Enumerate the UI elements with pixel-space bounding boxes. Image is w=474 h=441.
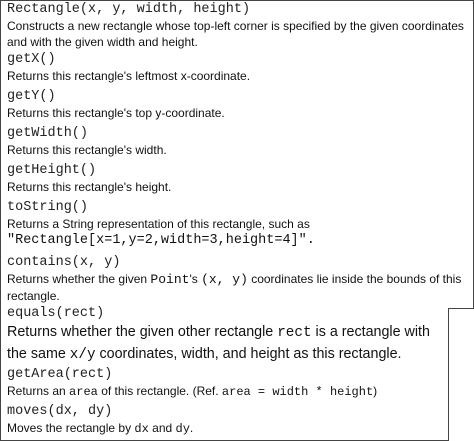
desc-text: coordinates lie inside the bounds of this rectangle.: [7, 272, 462, 303]
method-description: [7, 383, 469, 400]
desc-code: (x, y): [201, 272, 248, 287]
overlapping-box-edge: [448, 308, 474, 441]
desc-text: is a rectangle with the same: [7, 324, 430, 362]
method-signature: toString(): [7, 200, 89, 215]
method-entry-moves: [7, 404, 469, 437]
desc-code: x/y: [69, 347, 96, 363]
method-example: "Rectangle[x=1,y=2,width=3,height=4]".: [7, 233, 315, 248]
desc-text: .: [189, 421, 194, 435]
desc-code: dy: [175, 422, 190, 436]
method-signature: getHeight(): [7, 163, 97, 178]
desc-text: Returns an: [7, 384, 70, 398]
method-description: Returns this rectangle's top y-coordinate.: [7, 106, 225, 120]
desc-text: Moves the rectangle by: [7, 421, 135, 435]
desc-text: of this rectangle. (Ref.: [97, 384, 222, 398]
method-description: Returns this rectangle's leftmost x-coordinate.: [7, 69, 251, 83]
method-description: [7, 420, 469, 437]
desc-code: rect: [277, 325, 312, 341]
desc-text: ): [373, 384, 378, 398]
method-entry-getx: [7, 52, 469, 84]
method-entry-constructor: [7, 2, 469, 50]
desc-text: Returns whether the given other rectangle: [7, 324, 278, 340]
method-signature: moves(dx, dy): [7, 404, 113, 419]
method-signature: getArea(rect): [7, 367, 113, 382]
method-entry-tostring: [7, 200, 469, 250]
method-entry-contains: [7, 255, 469, 304]
desc-code: Point: [150, 272, 190, 287]
desc-code: area: [69, 385, 98, 399]
method-signature: getX(): [7, 52, 56, 67]
method-description: [7, 271, 469, 304]
desc-code: dx: [134, 422, 149, 436]
method-signature: equals(rect): [7, 306, 105, 321]
method-signature: getWidth(): [7, 126, 89, 141]
method-entry-gety: [7, 89, 469, 121]
method-entry-getwidth: [7, 126, 469, 158]
desc-code: area = width * height: [221, 385, 374, 399]
method-signature: getY(): [7, 89, 56, 104]
method-entry-getheight: [7, 163, 469, 195]
method-signature: contains(x, y): [7, 255, 121, 270]
desc-text: 's: [189, 272, 202, 286]
desc-text: coordinates, width, and height as this rectangle.: [95, 346, 402, 362]
method-entry-getarea: [7, 367, 469, 400]
method-description: Returns this rectangle's height.: [7, 180, 172, 194]
method-description: Constructs a new rectangle whose top-left corner is specified by the given coordinates and with the given width and height.: [7, 19, 464, 49]
method-entry-equals: [7, 306, 469, 366]
desc-text: and: [148, 421, 176, 435]
method-description: [7, 322, 443, 366]
method-description: Returns this rectangle's width.: [7, 143, 167, 157]
method-signature: Rectangle(x, y, width, height): [7, 2, 251, 17]
method-description: Returns a String representation of this rectangle, such as: [7, 217, 310, 231]
desc-text: Returns whether the given: [7, 272, 151, 286]
